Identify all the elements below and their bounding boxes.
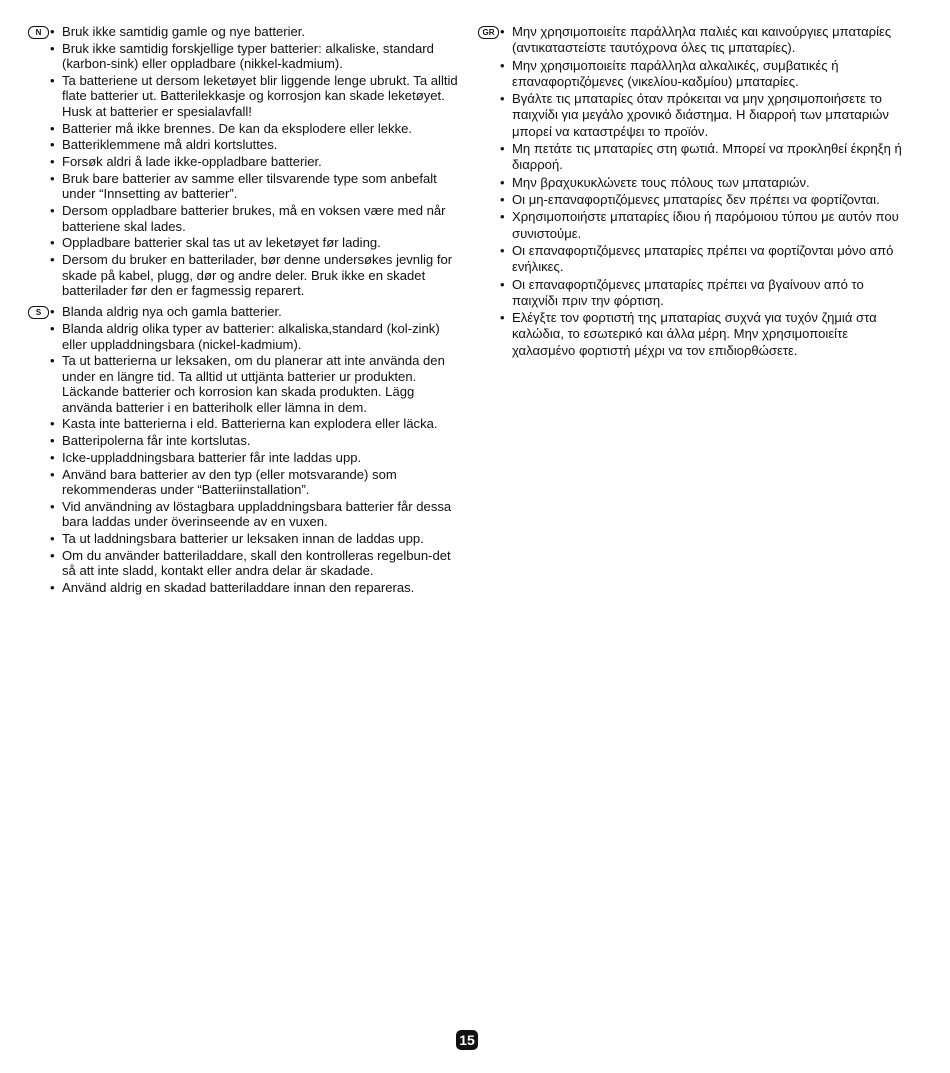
list-item: • Ta ut laddningsbara batterier ur leksaken innan de laddas upp.: [50, 531, 458, 546]
language-badge-swedish: S: [28, 306, 49, 319]
list-item: • Vid användning av löstagbara uppladdningsbara batterier får dessa bara laddas under överinseende av en vuxen.: [50, 499, 458, 530]
list-item: • Blanda aldrig olika typer av batterier: alkaliska,standard (kol-zink) eller uppladdningsbara (nickel-kadmium).: [50, 321, 458, 352]
right-column: [478, 24, 908, 365]
list-item: • Μην χρησιμοποιείτε παράλληλα αλκαλικές, συμβατικές ή επαναφορτιζόμενες (νικελίου-καδμίου) μπαταρίες.: [500, 58, 908, 90]
list-item: • Kasta inte batterierna i eld. Batterierna kan explodera eller läcka.: [50, 416, 458, 431]
list-item: • Οι επαναφορτιζόμενες μπαταρίες πρέπει να φορτίζονται μόνο από ενήλικες.: [500, 243, 908, 275]
list-item: • Blanda aldrig nya och gamla batterier.: [50, 304, 458, 319]
list-item: • Använd aldrig en skadad batteriladdare innan den repareras.: [50, 580, 458, 595]
greek-list: [500, 24, 908, 359]
list-item: • Batteripolerna får inte kortslutas.: [50, 433, 458, 448]
list-item: • Bruk ikke samtidig forskjellige typer batterier: alkaliske, standard (karbon-sink) eller oppladbare (nikkel-kadmium).: [50, 41, 458, 72]
page-number: 15: [456, 1030, 478, 1050]
language-badge-norwegian: N: [28, 26, 49, 39]
list-item: • Dersom du bruker en batterilader, bør denne undersøkes jevnlig for skade på kabel, plugg, dør og andre deler. Bruk ikke en skadet batterilader før den er fagmessig reparert.: [50, 252, 458, 298]
list-item: • Om du använder batteriladdare, skall den kontrolleras regelbun-det så att inte sladd, kontakt eller andra delar är skadade.: [50, 548, 458, 579]
list-item: • Μην βραχυκυκλώνετε τους πόλους των μπαταριών.: [500, 175, 908, 191]
list-item: • Ελέγξτε τον φορτιστή της μπαταρίας συχνά για τυχόν ζημιά στα καλώδια, το εσωτερικό και άλλα μέρη. Μην χρησιμοποιείτε χαλασμένο φορτιστή μέχρι να τον επιδιορθώσετε.: [500, 310, 908, 359]
list-item: • Batterier må ikke brennes. De kan da eksplodere eller lekke.: [50, 121, 458, 136]
norwegian-section: [28, 24, 458, 298]
list-item: • Icke-uppladdningsbara batterier får inte laddas upp.: [50, 450, 458, 465]
list-item: • Använd bara batterier av den typ (eller motsvarande) som rekommenderas under “Batteriinstallation”.: [50, 467, 458, 498]
list-item: • Χρησιμοποιήστε μπαταρίες ίδιου ή παρόμοιου τύπου με αυτόν που συνιστούμε.: [500, 209, 908, 241]
list-item: • Μην χρησιμοποιείτε παράλληλα παλιές και καινούργιες μπαταρίες (αντικαταστείστε ταυτόχρονα όλες τις μπαταρίες).: [500, 24, 908, 56]
list-item: • Οι επαναφορτιζόμενες μπαταρίες πρέπει να βγαίνουν από το παιχνίδι πριν την φόρτιση.: [500, 277, 908, 309]
swedish-list: [50, 304, 458, 595]
list-item: • Οι μη-επαναφορτιζόμενες μπαταρίες δεν πρέπει να φορτίζονται.: [500, 192, 908, 208]
list-item: • Bruk bare batterier av samme eller tilsvarende type som anbefalt under “Innsetting av batterier”.: [50, 171, 458, 202]
list-item: • Oppladbare batterier skal tas ut av leketøyet før lading.: [50, 235, 458, 250]
list-item: • Ta batteriene ut dersom leketøyet blir liggende lenge ubrukt. Ta alltid flate batterier ut. Batterilekkasje og korrosjon kan skade leketøyet. Husk at batterier er spesialavfall!: [50, 73, 458, 119]
list-item: • Βγάλτε τις μπαταρίες όταν πρόκειται να μην χρησιμοποιήσετε το παιχνίδι για μεγάλο χρονικό διάστημα. Η διαρροή των μπαταριών μπορεί να καταστρέψει το προϊόν.: [500, 91, 908, 140]
list-item: • Ta ut batterierna ur leksaken, om du planerar att inte använda den under en längre tid. Ta alltid ut uttjänta batterier ur produkten. Läckande batterier och korrosion kan skada produkten. Lägg använda batterier i en batteriholk eller lämna in dem.: [50, 353, 458, 415]
list-item: • Forsøk aldri å lade ikke-oppladbare batterier.: [50, 154, 458, 169]
left-column: [28, 24, 458, 602]
list-item: • Μη πετάτε τις μπαταρίες στη φωτιά. Μπορεί να προκληθεί έκρηξη ή διαρροή.: [500, 141, 908, 173]
norwegian-list: [50, 24, 458, 298]
list-item: • Dersom oppladbare batterier brukes, må en voksen være med når batteriene skal lades.: [50, 203, 458, 234]
swedish-section: [28, 304, 458, 595]
greek-section: [478, 24, 908, 359]
list-item: • Bruk ikke samtidig gamle og nye batterier.: [50, 24, 458, 39]
language-badge-greek: GR: [478, 26, 499, 39]
list-item: • Batteriklemmene må aldri kortsluttes.: [50, 137, 458, 152]
